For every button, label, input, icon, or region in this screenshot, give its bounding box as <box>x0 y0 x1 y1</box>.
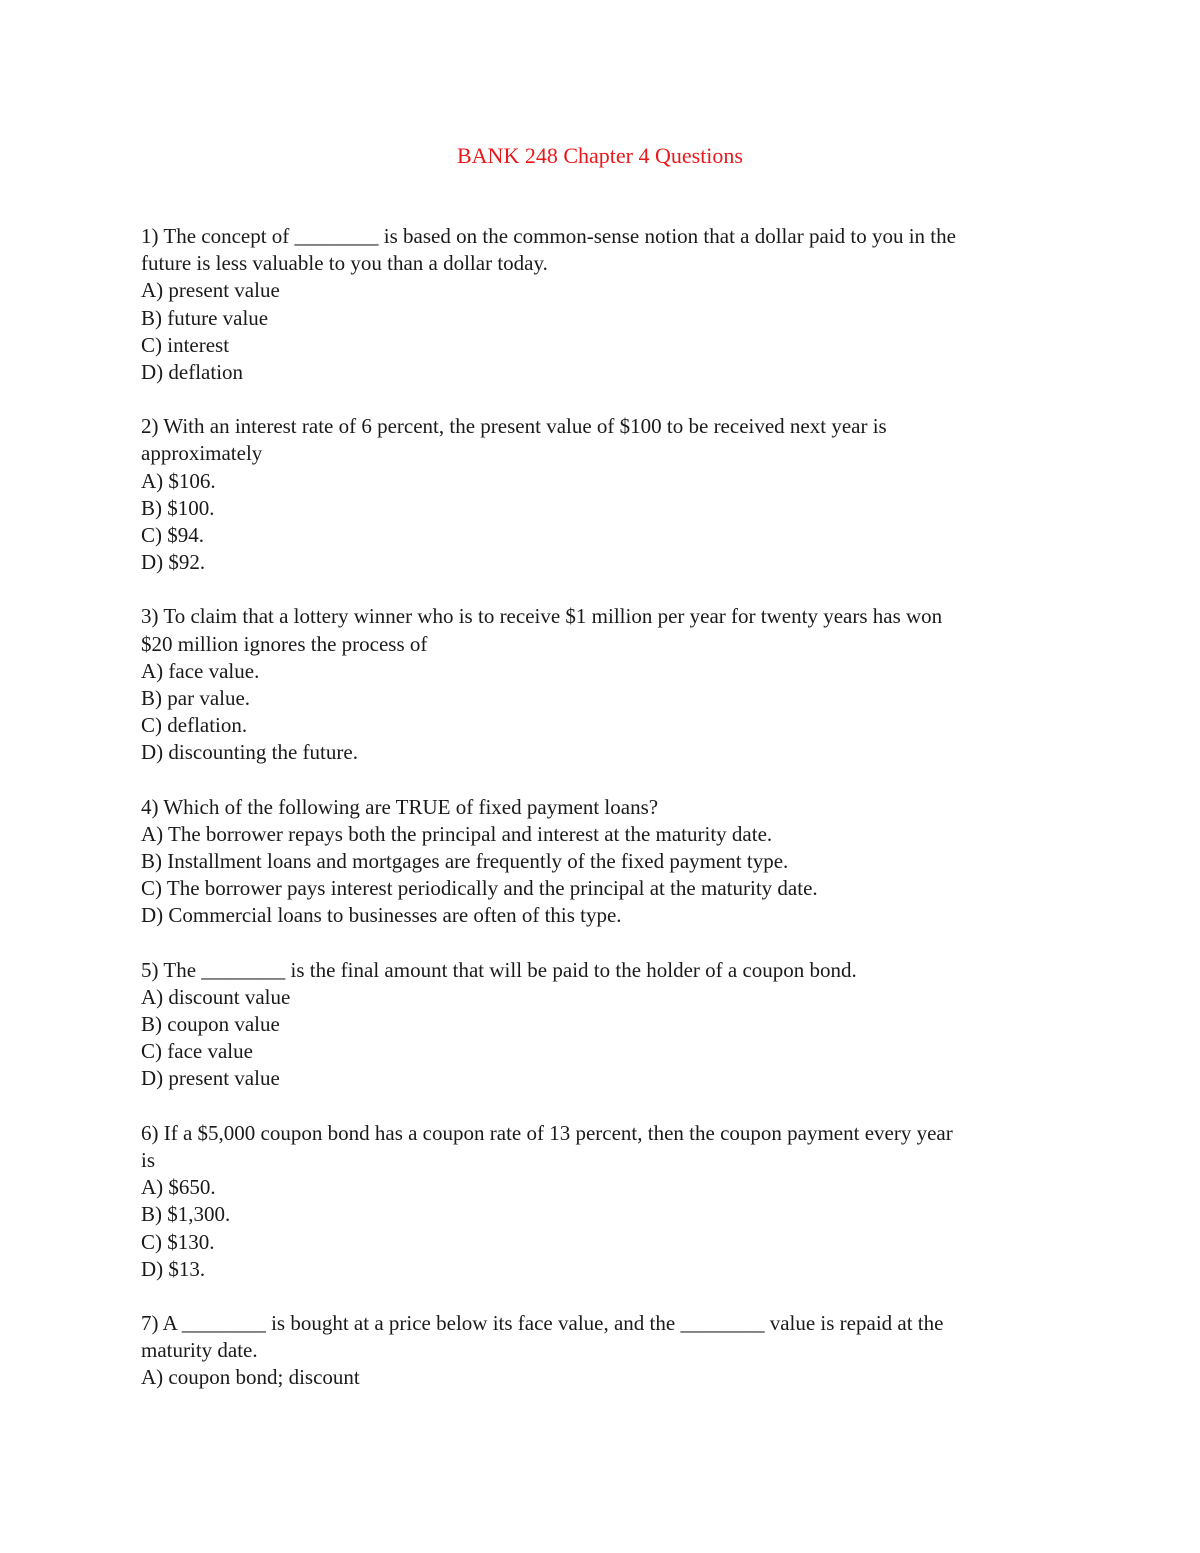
question-stem-line: 5) The ________ is the final amount that will be paid to the holder of a coupon bond. <box>141 957 857 982</box>
question-4 <box>141 794 1071 930</box>
answer-option: B) coupon value <box>141 1012 280 1037</box>
question-stem-line: 2) With an interest rate of 6 percent, the present value of $100 to be received next year is <box>141 414 887 439</box>
question-stem-line: approximately <box>141 441 263 466</box>
answer-option: D) $92. <box>141 550 206 575</box>
answer-option: A) $106. <box>141 468 216 493</box>
answer-option: C) $130. <box>141 1229 215 1254</box>
answer-option: B) Installment loans and mortgages are frequently of the fixed payment type. <box>141 849 789 874</box>
question-stem-line: 1) The concept of ________ is based on the common-sense notion that a dollar paid to you in the <box>141 224 956 248</box>
answer-option: D) deflation <box>141 360 244 385</box>
answer-option: C) interest <box>141 332 230 357</box>
question-5 <box>141 957 1071 1093</box>
answer-option: A) $650. <box>141 1175 216 1200</box>
answer-option: B) $1,300. <box>141 1202 231 1227</box>
answer-option: B) par value. <box>141 686 251 711</box>
question-stem-line: future is less valuable to you than a dollar today. <box>141 251 548 276</box>
question-3 <box>141 603 1071 766</box>
answer-option: A) discount value <box>141 984 291 1009</box>
question-1 <box>141 223 1071 386</box>
answer-option: A) face value. <box>141 658 260 683</box>
question-list <box>141 223 1071 1419</box>
answer-option: B) future value <box>141 305 269 330</box>
question-stem-line: is <box>141 1147 156 1172</box>
answer-option: C) face value <box>141 1039 253 1064</box>
answer-option: C) deflation. <box>141 713 248 738</box>
question-7 <box>141 1310 1071 1392</box>
question-stem-line: 4) Which of the following are TRUE of fixed payment loans? <box>141 794 659 819</box>
question-stem-line: 6) If a $5,000 coupon bond has a coupon rate of 13 percent, then the coupon payment every year <box>141 1120 953 1145</box>
answer-option: D) discounting the future. <box>141 740 358 765</box>
answer-option: D) $13. <box>141 1256 206 1281</box>
question-2 <box>141 413 1071 576</box>
answer-option: A) coupon bond; discount <box>141 1365 360 1390</box>
answer-option: B) $100. <box>141 495 215 520</box>
question-stem-line: 7) A ________ is bought at a price below its face value, and the ________ value is repaid at the <box>141 1310 944 1335</box>
answer-option: A) The borrower repays both the principal and interest at the maturity date. <box>141 821 773 846</box>
answer-option: C) The borrower pays interest periodically and the principal at the maturity date. <box>141 876 818 901</box>
answer-option: C) $94. <box>141 523 204 548</box>
question-stem-line: maturity date. <box>141 1338 258 1363</box>
answer-option: A) present value <box>141 278 280 303</box>
answer-option: D) present value <box>141 1066 280 1091</box>
document-title: BANK 248 Chapter 4 Questions <box>457 143 743 168</box>
answer-option: D) Commercial loans to businesses are often of this type. <box>141 903 622 928</box>
question-stem-line: $20 million ignores the process of <box>141 631 428 656</box>
question-stem-line: 3) To claim that a lottery winner who is to receive $1 million per year for twenty years has won <box>141 604 943 629</box>
question-6 <box>141 1120 1071 1283</box>
